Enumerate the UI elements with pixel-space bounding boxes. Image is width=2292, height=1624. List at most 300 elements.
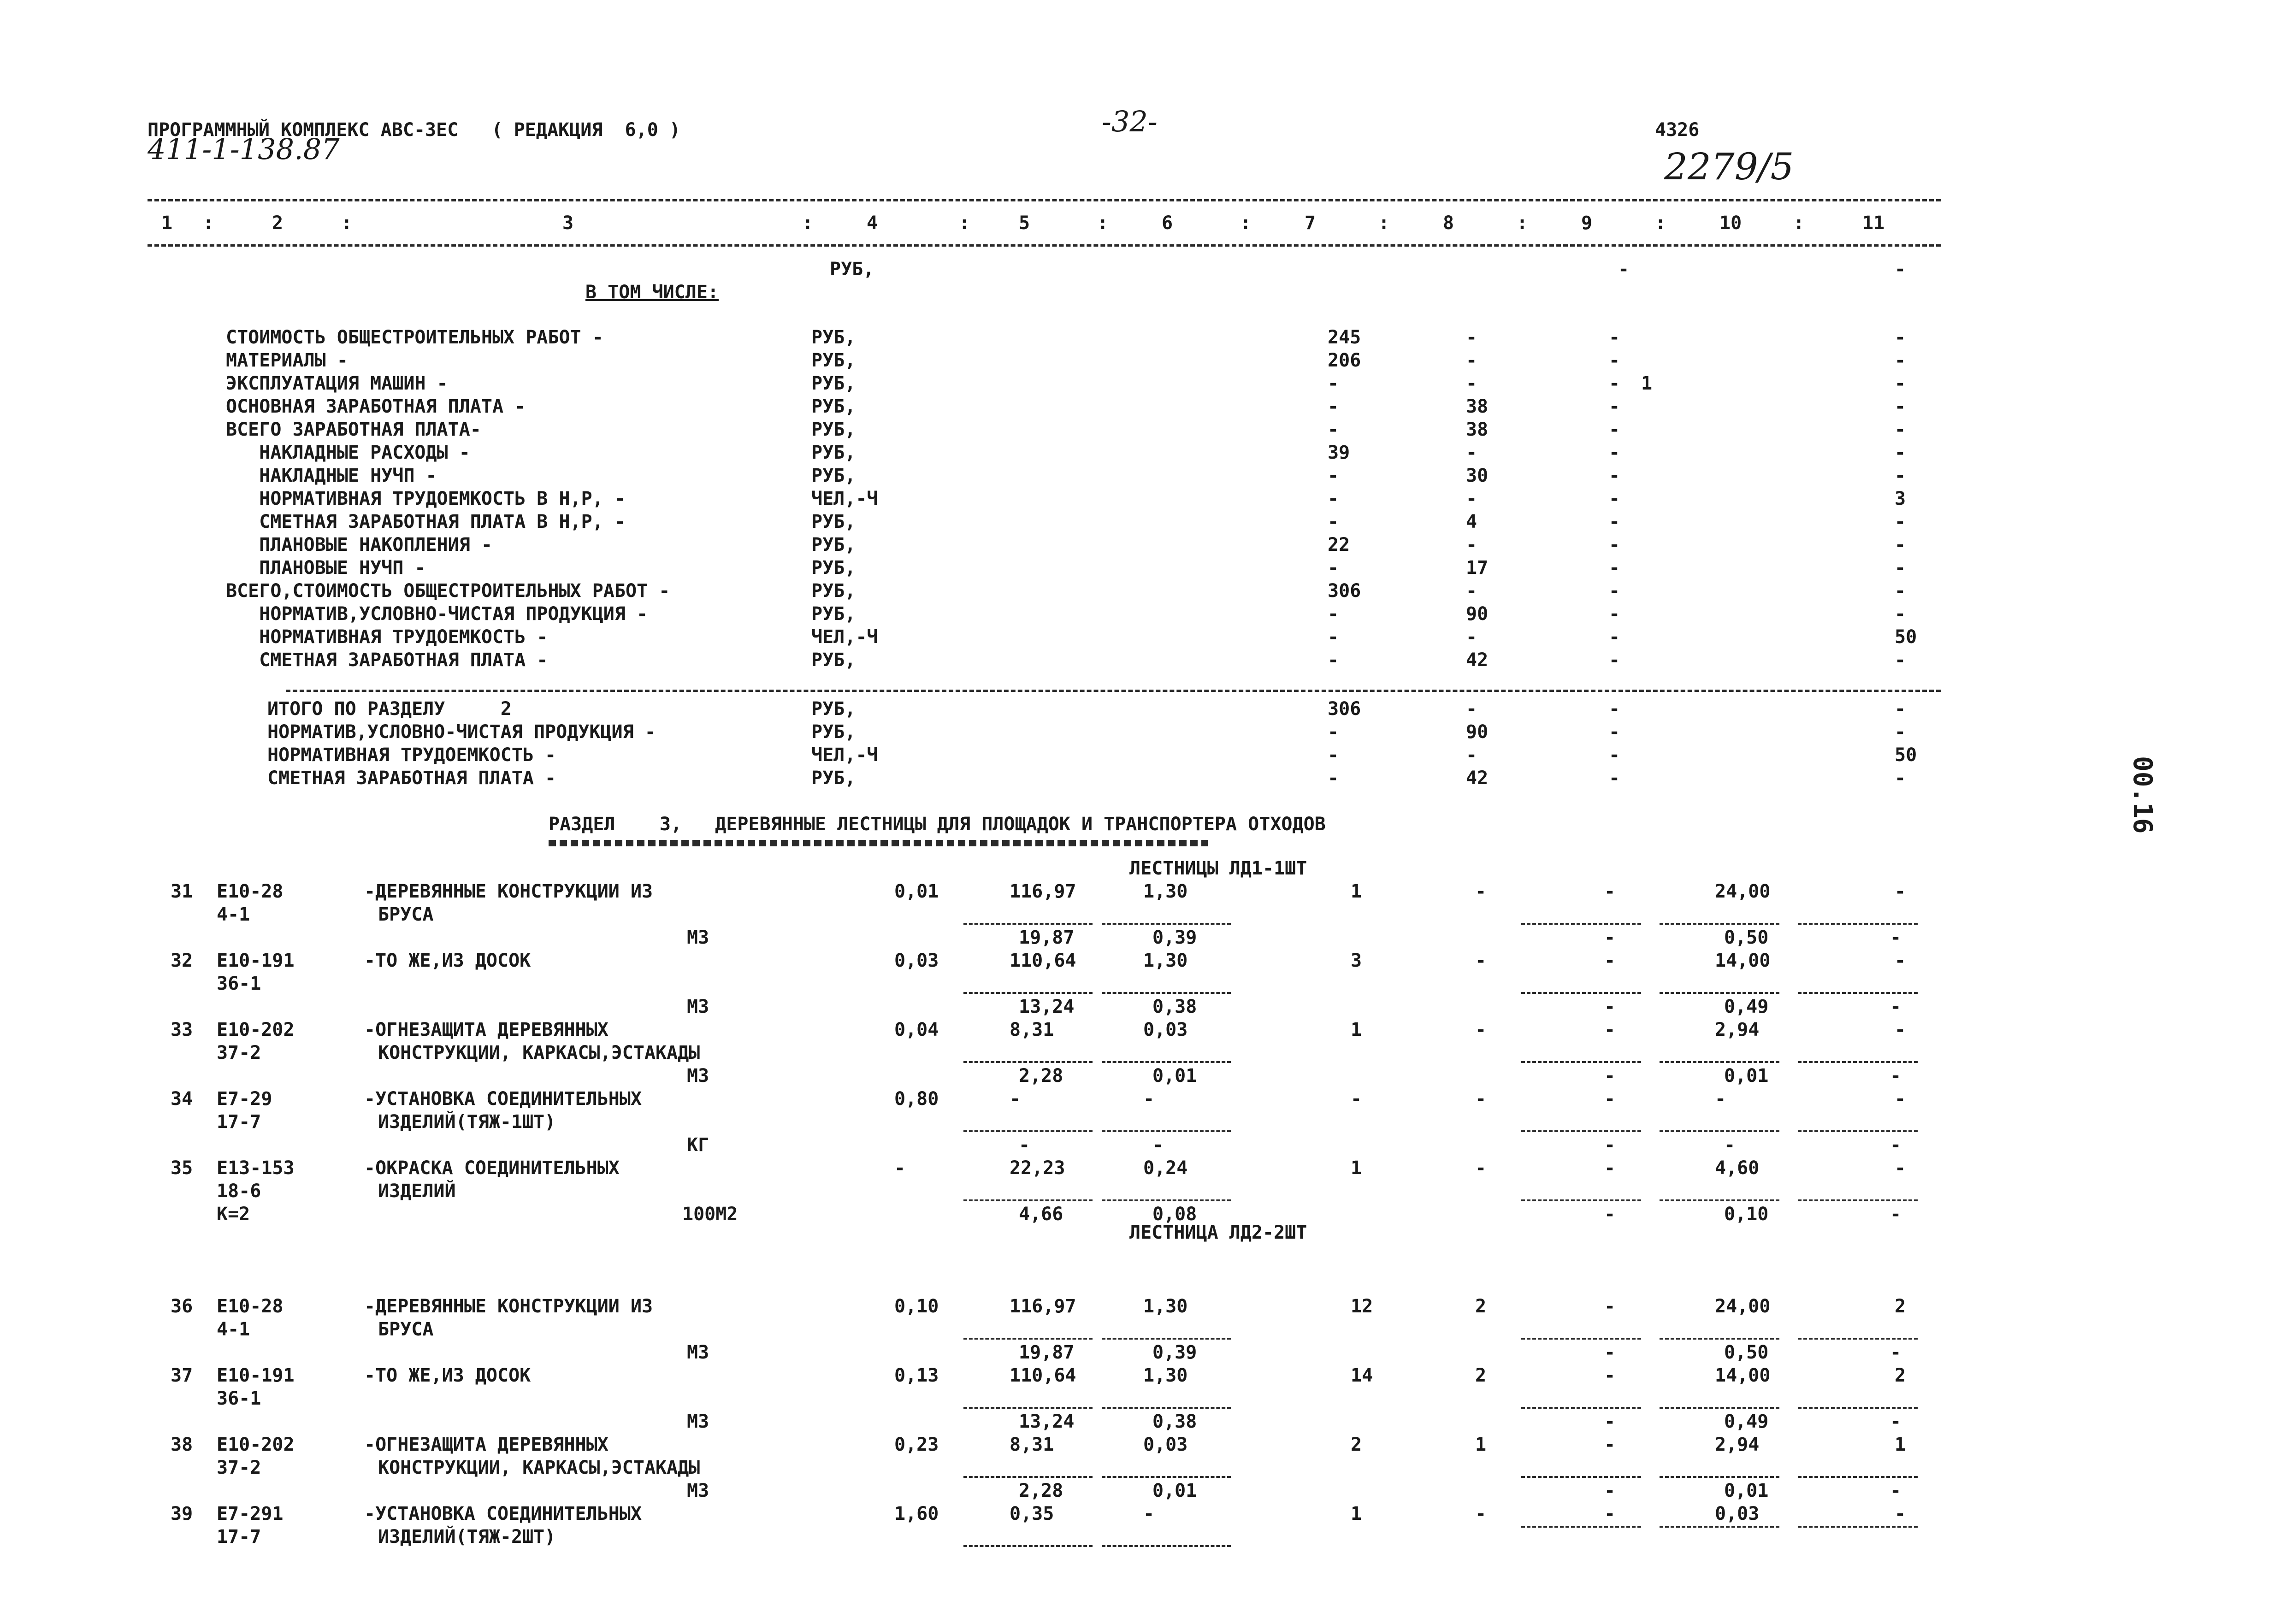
item-sub-col-6: 0,39 [1152, 1342, 1197, 1363]
document-code: 4326 [1655, 119, 1700, 141]
item-col-6: 1,30 [1143, 1365, 1188, 1386]
item-sub-col-6: 0,01 [1152, 1065, 1197, 1087]
item-code: Е13-153 [217, 1157, 295, 1179]
top-c11: - [1895, 259, 1906, 280]
summary-col-7: 22 [1328, 534, 1350, 555]
item-sub-col-10: 0,50 [1724, 1342, 1769, 1363]
summary-col-11: - [1895, 350, 1906, 371]
item-description: -ОГНЕЗАЩИТА ДЕРЕВЯННЫХ [364, 1019, 608, 1040]
item-sub-col-11: - [1890, 1204, 1902, 1225]
total-col-11: - [1895, 768, 1906, 789]
item-col-10: 14,00 [1715, 1365, 1771, 1386]
item-sub-col-5: 19,87 [1019, 927, 1075, 948]
item-sub-col-9: - [1604, 1204, 1616, 1225]
item-sub-col-9: - [1604, 996, 1616, 1017]
item-col-11: - [1895, 1503, 1906, 1524]
item-col-5: 110,64 [1010, 950, 1076, 971]
item-number: 34 [171, 1088, 193, 1110]
total-col-7: - [1328, 768, 1339, 789]
subtotal-dash-rule [1798, 1061, 1918, 1063]
item-col-7: 14 [1351, 1365, 1373, 1386]
item-col-9: - [1604, 1503, 1616, 1524]
summary-unit: РУБ, [811, 373, 856, 394]
item-sub-col-5: 13,24 [1019, 996, 1075, 1017]
summary-col-7: - [1328, 557, 1339, 579]
summary-col-7: - [1328, 511, 1339, 532]
item-code: Е10-202 [217, 1434, 295, 1455]
subtotal-dash-rule [963, 992, 1093, 994]
summary-unit: РУБ, [811, 557, 856, 579]
summary-col-7: - [1328, 488, 1339, 509]
subtotal-dash-rule [1798, 1476, 1918, 1478]
total-label: СМЕТНАЯ ЗАРАБОТНАЯ ПЛАТА - [267, 768, 556, 789]
item-sub-col-11: - [1890, 1065, 1902, 1087]
subtotal-dash-rule [1102, 1407, 1231, 1409]
subtotal-dash-rule [1798, 1526, 1918, 1528]
section-title-underline [549, 840, 1208, 846]
summary-label: ВСЕГО ЗАРАБОТНАЯ ПЛАТА- [226, 419, 481, 440]
item-number: 35 [171, 1157, 193, 1179]
item-coefficient: К=2 [217, 1204, 250, 1225]
col-separator: : [203, 213, 214, 234]
summary-col-11: - [1895, 557, 1906, 579]
summary-label: НАКЛАДНЫЕ НУЧП - [226, 465, 437, 486]
subtotal-dash-rule [1660, 1526, 1779, 1528]
item-code: Е10-191 [217, 1365, 295, 1386]
summary-label: МАТЕРИАЛЫ - [226, 350, 348, 371]
item-sub-col-6: 0,39 [1152, 927, 1197, 948]
item-subcode: 4-1 [217, 1319, 250, 1340]
summary-unit: ЧЕЛ,-Ч [811, 626, 878, 648]
col-separator: : [802, 213, 814, 234]
summary-col-7: 206 [1328, 350, 1361, 371]
item-subcode: 17-7 [217, 1526, 261, 1547]
item-sub-col-11: - [1890, 996, 1902, 1017]
item-number: 33 [171, 1019, 193, 1040]
summary-label: СТОИМОСТЬ ОБЩЕСТРОИТЕЛЬНЫХ РАБОТ - [226, 327, 603, 348]
total-col-8: - [1466, 744, 1477, 766]
subtotal-dash-rule [1102, 1130, 1231, 1132]
col-num-1: 1 [161, 213, 173, 234]
item-sub-col-10: - [1724, 1134, 1736, 1156]
item-col-8: 2 [1475, 1365, 1487, 1386]
item-number: 38 [171, 1434, 193, 1455]
item-col-5: 0,35 [1010, 1503, 1054, 1524]
item-description-cont: БРУСА [378, 904, 434, 925]
item-sub-col-10: 0,10 [1724, 1204, 1769, 1225]
col-num-10: 10 [1719, 213, 1742, 234]
total-col-8: 90 [1466, 721, 1489, 743]
item-col-9: - [1604, 950, 1616, 971]
item-col-7: 12 [1351, 1296, 1373, 1317]
item-quantity: 0,04 [894, 1019, 939, 1040]
item-subcode: 37-2 [217, 1457, 261, 1478]
item-col-9: - [1604, 1434, 1616, 1455]
col-num-2: 2 [272, 213, 284, 234]
item-col-6: 1,30 [1143, 881, 1188, 902]
col-num-5: 5 [1019, 213, 1030, 234]
item-col-7: 1 [1351, 1503, 1362, 1524]
summary-col-7: - [1328, 626, 1339, 648]
subtotal-dash-rule [963, 1545, 1093, 1547]
col-num-6: 6 [1162, 213, 1173, 234]
total-col-9: - [1609, 744, 1620, 766]
col-separator: : [1240, 213, 1252, 234]
item-description-cont: ИЗДЕЛИЙ [378, 1181, 456, 1202]
item-quantity: 0,23 [894, 1434, 939, 1455]
item-unit: М3 [687, 1342, 709, 1363]
item-subcode: 18-6 [217, 1181, 261, 1202]
item-description: -ОКРАСКА СОЕДИНИТЕЛЬНЫХ [364, 1157, 620, 1179]
item-col-10: 4,60 [1715, 1157, 1760, 1179]
subtotal-dash-rule [1521, 1526, 1641, 1528]
item-col-7: - [1351, 1088, 1362, 1110]
summary-col-11: - [1895, 511, 1906, 532]
item-description-cont: КОНСТРУКЦИИ, КАРКАСЫ,ЭСТАКАДЫ [378, 1042, 700, 1063]
subtotal-dash-rule [963, 1407, 1093, 1409]
summary-col-8: - [1466, 534, 1477, 555]
item-col-10: - [1715, 1088, 1726, 1110]
item-col-6: - [1143, 1503, 1155, 1524]
summary-col-9: - [1609, 534, 1620, 555]
subtotal-dash-rule [1660, 1130, 1779, 1132]
program-title: ПРОГРАММНЫЙ КОМПЛЕКС АВС-3ЕС ( РЕДАКЦИЯ 6,0 ) [148, 119, 680, 141]
item-col-10: 14,00 [1715, 950, 1771, 971]
subtotal-dash-rule [1102, 923, 1231, 925]
subtotal-dash-rule [963, 1199, 1093, 1201]
item-sub-col-10: 0,01 [1724, 1480, 1769, 1501]
sheet-reference: 2279/5 [1664, 145, 1794, 188]
item-code: Е10-191 [217, 950, 295, 971]
item-col-9: - [1604, 1088, 1616, 1110]
item-sub-col-6: - [1152, 1134, 1164, 1156]
item-sub-col-11: - [1890, 927, 1902, 948]
subtotal-dash-rule [1660, 1199, 1779, 1201]
item-sub-col-11: - [1890, 1480, 1902, 1501]
summary-col-9: - [1609, 580, 1620, 602]
summary-col-9: - [1609, 511, 1620, 532]
summary-col-11: - [1895, 396, 1906, 417]
item-col-7: 1 [1351, 1157, 1362, 1179]
item-col-5: 110,64 [1010, 1365, 1076, 1386]
item-sub-col-6: 0,38 [1152, 1411, 1197, 1432]
summary-col-9: - [1609, 327, 1620, 348]
item-sub-col-11: - [1890, 1411, 1902, 1432]
summary-col-7: - [1328, 603, 1339, 625]
item-col-11: - [1895, 950, 1906, 971]
summary-label: ЭКСПЛУАТАЦИЯ МАШИН - [226, 373, 448, 394]
item-col-5: - [1010, 1088, 1021, 1110]
total-unit: РУБ, [811, 768, 856, 789]
summary-col-8: 4 [1466, 511, 1477, 532]
subtotal-dash-rule [1660, 1407, 1779, 1409]
item-col-9: - [1604, 1019, 1616, 1040]
summary-col-8: - [1466, 580, 1477, 602]
subtotal-dash-rule [1660, 1476, 1779, 1478]
item-col-6: 0,03 [1143, 1434, 1188, 1455]
item-sub-col-9: - [1604, 1342, 1616, 1363]
summary-col-9: - [1609, 419, 1620, 440]
item-col-8: 1 [1475, 1434, 1487, 1455]
item-description-cont: ИЗДЕЛИЙ(ТЯЖ-1ШТ) [378, 1111, 556, 1133]
summary-label: ОСНОВНАЯ ЗАРАБОТНАЯ ПЛАТА - [226, 396, 526, 417]
item-col-10: 2,94 [1715, 1019, 1760, 1040]
item-col-6: - [1143, 1088, 1155, 1110]
item-quantity: 1,60 [894, 1503, 939, 1524]
item-description: -ТО ЖЕ,ИЗ ДОСОК [364, 950, 531, 971]
item-sub-col-9: - [1604, 1134, 1616, 1156]
item-unit: М3 [687, 996, 709, 1017]
subtotal-dash-rule [1521, 1407, 1641, 1409]
subtotal-dash-rule [1102, 1476, 1231, 1478]
col-num-7: 7 [1305, 213, 1316, 234]
item-sub-col-11: - [1890, 1342, 1902, 1363]
total-col-9: - [1609, 768, 1620, 789]
item-col-11: 2 [1895, 1365, 1906, 1386]
col-separator: : [341, 213, 353, 234]
summary-col-9: - [1609, 442, 1620, 463]
summary-col-8: 42 [1466, 650, 1489, 671]
subtotal-dash-rule [963, 1130, 1093, 1132]
side-stamp: 00.16 [2127, 756, 2157, 834]
col-separator: : [1517, 213, 1528, 234]
summary-col-8: - [1466, 488, 1477, 509]
item-quantity: 0,80 [894, 1088, 939, 1110]
item-description-cont: БРУСА [378, 1319, 434, 1340]
item-sub-col-9: - [1604, 1480, 1616, 1501]
item-code: Е7-291 [217, 1503, 284, 1524]
header-bottom-rule [148, 244, 1941, 247]
item-sub-col-9: - [1604, 1411, 1616, 1432]
col-num-9: 9 [1581, 213, 1593, 234]
item-description: -ДЕРЕВЯННЫЕ КОНСТРУКЦИИ ИЗ [364, 881, 653, 902]
subtotal-dash-rule [1660, 923, 1779, 925]
summary-col-10: 1 [1641, 373, 1653, 394]
item-description: -ДЕРЕВЯННЫЕ КОНСТРУКЦИИ ИЗ [364, 1296, 653, 1317]
summary-label: ПЛАНОВЫЕ НАКОПЛЕНИЯ - [226, 534, 492, 555]
subtotal-dash-rule [963, 1476, 1093, 1478]
summary-col-8: 30 [1466, 465, 1489, 486]
item-number: 36 [171, 1296, 193, 1317]
total-col-8: - [1466, 698, 1477, 720]
subtotal-dash-rule [963, 1338, 1093, 1340]
summary-label: НОРМАТИВ,УСЛОВНО-ЧИСТАЯ ПРОДУКЦИЯ - [226, 603, 648, 625]
summary-col-8: 38 [1466, 419, 1489, 440]
item-col-5: 116,97 [1010, 881, 1076, 902]
subtotal-dash-rule [1102, 992, 1231, 994]
item-col-10: 2,94 [1715, 1434, 1760, 1455]
item-quantity: 0,10 [894, 1296, 939, 1317]
item-sub-col-5: 13,24 [1019, 1411, 1075, 1432]
subtotal-dash-rule [1660, 1061, 1779, 1063]
header-top-rule [148, 199, 1941, 201]
summary-col-9: - [1609, 465, 1620, 486]
total-col-7: - [1328, 721, 1339, 743]
total-label: НОРМАТИВНАЯ ТРУДОЕМКОСТЬ - [267, 744, 556, 766]
total-col-11: - [1895, 698, 1906, 720]
summary-col-11: - [1895, 580, 1906, 602]
summary-rule [286, 690, 1941, 692]
item-col-5: 8,31 [1010, 1019, 1054, 1040]
subtotal-dash-rule [1521, 992, 1641, 994]
item-number: 37 [171, 1365, 193, 1386]
summary-unit: РУБ, [811, 396, 856, 417]
subtotal-dash-rule [1798, 1338, 1918, 1340]
summary-col-9: - [1609, 557, 1620, 579]
item-number: 39 [171, 1503, 193, 1524]
item-sub-col-10: 0,49 [1724, 1411, 1769, 1432]
summary-unit: РУБ, [811, 465, 856, 486]
item-sub-col-10: 0,50 [1724, 927, 1769, 948]
col-num-8: 8 [1443, 213, 1454, 234]
col-num-3: 3 [562, 213, 574, 234]
col-separator: : [1655, 213, 1666, 234]
subtotal-dash-rule [1660, 992, 1779, 994]
item-col-6: 0,24 [1143, 1157, 1188, 1179]
col-separator: : [1378, 213, 1390, 234]
summary-col-9: - [1609, 396, 1620, 417]
summary-col-7: - [1328, 465, 1339, 486]
item-col-8: - [1475, 1157, 1487, 1179]
item-col-5: 116,97 [1010, 1296, 1076, 1317]
summary-col-9: - [1609, 603, 1620, 625]
document-reference: 411-1-138.87 [148, 132, 340, 166]
total-col-11: 50 [1895, 744, 1917, 766]
summary-col-8: 90 [1466, 603, 1489, 625]
item-col-8: - [1475, 1088, 1487, 1110]
subtotal-dash-rule [1521, 1199, 1641, 1201]
section-title: РАЗДЕЛ 3, ДЕРЕВЯННЫЕ ЛЕСТНИЦЫ ДЛЯ ПЛОЩАДОК И ТРАНСПОРТЕРА ОТХОДОВ [549, 814, 1326, 835]
subtotal-dash-rule [1798, 992, 1918, 994]
item-number: 31 [171, 881, 193, 902]
item-col-10: 0,03 [1715, 1503, 1760, 1524]
item-unit: М3 [687, 1411, 709, 1432]
subtotal-dash-rule [1521, 1338, 1641, 1340]
summary-col-8: 17 [1466, 557, 1489, 579]
item-unit: М3 [687, 927, 709, 948]
summary-col-9: - [1609, 488, 1620, 509]
item-sub-col-6: 0,08 [1152, 1204, 1197, 1225]
top-c9: - [1618, 259, 1630, 280]
total-unit: РУБ, [811, 698, 856, 720]
item-description: -УСТАНОВКА СОЕДИНИТЕЛЬНЫХ [364, 1503, 642, 1524]
subtotal-dash-rule [1102, 1545, 1231, 1547]
item-sub-col-5: - [1019, 1134, 1030, 1156]
item-col-6: 0,03 [1143, 1019, 1188, 1040]
item-subcode: 17-7 [217, 1111, 261, 1133]
summary-unit: РУБ, [811, 419, 856, 440]
item-col-6: 1,30 [1143, 950, 1188, 971]
page-number: -32- [1102, 105, 1158, 138]
item-sub-col-9: - [1604, 1065, 1616, 1087]
total-label: НОРМАТИВ,УСЛОВНО-ЧИСТАЯ ПРОДУКЦИЯ - [267, 721, 656, 743]
item-col-8: - [1475, 950, 1487, 971]
col-separator: : [959, 213, 970, 234]
item-code: Е10-28 [217, 881, 284, 902]
item-quantity: 0,01 [894, 881, 939, 902]
item-col-9: - [1604, 1296, 1616, 1317]
summary-col-11: - [1895, 442, 1906, 463]
item-col-11: 1 [1895, 1434, 1906, 1455]
item-col-8: - [1475, 1019, 1487, 1040]
summary-unit: РУБ, [811, 603, 856, 625]
item-sub-col-6: 0,38 [1152, 996, 1197, 1017]
summary-label: НОРМАТИВНАЯ ТРУДОЕМКОСТЬ - [226, 626, 548, 648]
item-col-9: - [1604, 881, 1616, 902]
top-unit: РУБ, [830, 259, 874, 280]
item-col-8: 2 [1475, 1296, 1487, 1317]
summary-label: ВСЕГО,СТОИМОСТЬ ОБЩЕСТРОИТЕЛЬНЫХ РАБОТ - [226, 580, 670, 602]
item-col-11: - [1895, 1157, 1906, 1179]
summary-col-8: - [1466, 626, 1477, 648]
summary-unit: ЧЕЛ,-Ч [811, 488, 878, 509]
item-sub-col-10: 0,01 [1724, 1065, 1769, 1087]
item-quantity: 0,13 [894, 1365, 939, 1386]
summary-unit: РУБ, [811, 350, 856, 371]
total-unit: ЧЕЛ,-Ч [811, 744, 878, 766]
item-quantity: 0,03 [894, 950, 939, 971]
summary-col-7: - [1328, 373, 1339, 394]
summary-label: НОРМАТИВНАЯ ТРУДОЕМКОСТЬ В Н,Р, - [226, 488, 626, 509]
item-sub-col-5: 2,28 [1019, 1065, 1063, 1087]
summary-col-9: - [1609, 626, 1620, 648]
subtotal-dash-rule [1102, 1199, 1231, 1201]
summary-col-8: - [1466, 327, 1477, 348]
item-subcode: 36-1 [217, 1388, 261, 1409]
item-col-8: - [1475, 881, 1487, 902]
summary-col-7: 306 [1328, 580, 1361, 602]
subtotal-dash-rule [1521, 1130, 1641, 1132]
subtotal-dash-rule [1521, 1476, 1641, 1478]
summary-col-11: - [1895, 603, 1906, 625]
total-col-11: - [1895, 721, 1906, 743]
summary-label: СМЕТНАЯ ЗАРАБОТНАЯ ПЛАТА - [226, 650, 548, 671]
summary-col-11: - [1895, 327, 1906, 348]
item-col-11: 2 [1895, 1296, 1906, 1317]
item-col-7: 3 [1351, 950, 1362, 971]
item-unit: КГ [687, 1134, 709, 1156]
summary-col-9: - [1609, 650, 1620, 671]
subtotal-dash-rule [1798, 923, 1918, 925]
item-col-7: 1 [1351, 881, 1362, 902]
subtotal-dash-rule [963, 923, 1093, 925]
item-sub-col-5: 2,28 [1019, 1480, 1063, 1501]
item-unit: М3 [687, 1065, 709, 1087]
summary-col-11: - [1895, 465, 1906, 486]
summary-col-11: 3 [1895, 488, 1906, 509]
summary-unit: РУБ, [811, 580, 856, 602]
subtotal-dash-rule [963, 1061, 1093, 1063]
item-col-7: 2 [1351, 1434, 1362, 1455]
item-description: -ОГНЕЗАЩИТА ДЕРЕВЯННЫХ [364, 1434, 608, 1455]
item-description-cont: КОНСТРУКЦИИ, КАРКАСЫ,ЭСТАКАДЫ [378, 1457, 700, 1478]
summary-col-9: - [1609, 350, 1620, 371]
subtotal-dash-rule [1798, 1199, 1918, 1201]
item-code: Е7-29 [217, 1088, 272, 1110]
item-unit: 100М2 [682, 1204, 738, 1225]
summary-unit: РУБ, [811, 534, 856, 555]
item-subcode: 4-1 [217, 904, 250, 925]
item-unit: М3 [687, 1480, 709, 1501]
summary-col-11: - [1895, 534, 1906, 555]
item-col-8: - [1475, 1503, 1487, 1524]
summary-unit: РУБ, [811, 327, 856, 348]
summary-unit: РУБ, [811, 650, 856, 671]
item-col-6: 1,30 [1143, 1296, 1188, 1317]
total-col-7: - [1328, 744, 1339, 766]
subtotal-dash-rule [1102, 1061, 1231, 1063]
summary-col-9: - [1609, 373, 1620, 394]
